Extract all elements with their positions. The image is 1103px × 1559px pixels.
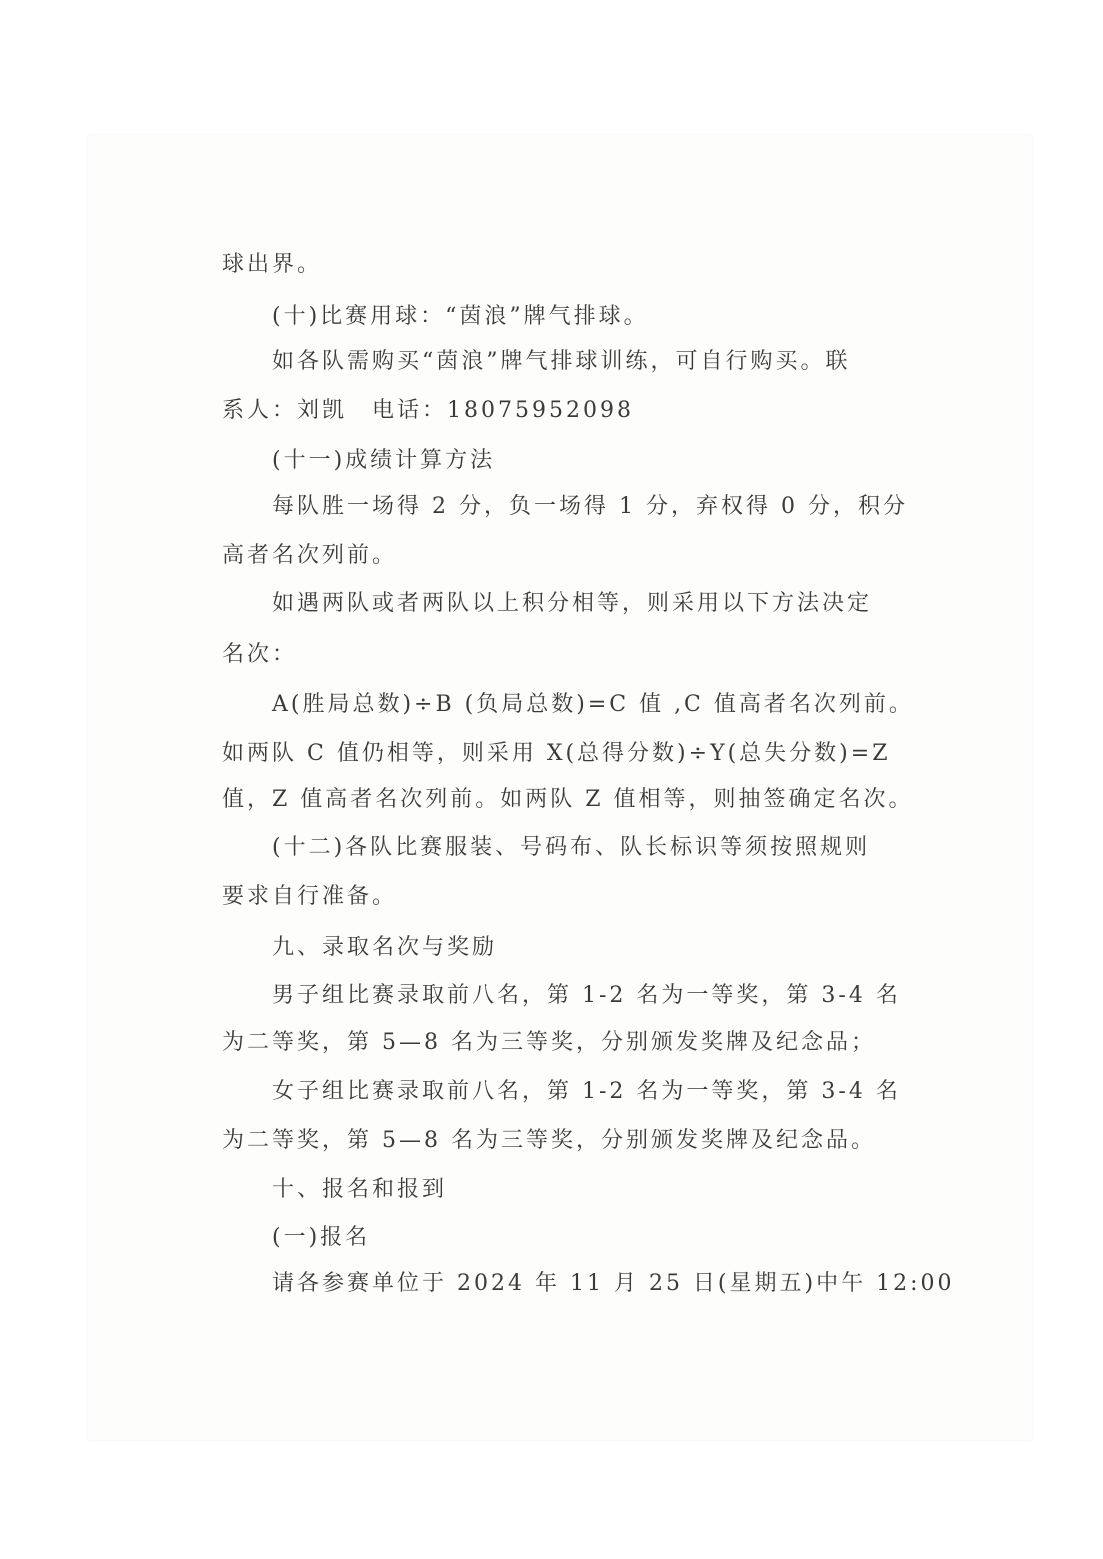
text-line: 十、报名和报到 — [272, 1177, 448, 1202]
text-line: 球出界。 — [222, 252, 323, 277]
text-line: 名次： — [222, 642, 298, 667]
text-line: 请各参赛单位于 2024 年 11 月 25 日(星期五)中午 12:00 — [272, 1271, 955, 1296]
text-line: 每队胜一场得 2 分，负一场得 1 分，弃权得 0 分，积分 — [272, 494, 908, 519]
text-line: 如各队需购买“茵浪”牌气排球训练，可自行购买。联 — [272, 349, 851, 374]
text-line: (十二)各队比赛服装、号码布、队长标识等须按照规则 — [272, 835, 871, 860]
text-line: 为二等奖，第 5—8 名为三等奖，分别颁发奖牌及纪念品； — [222, 1030, 876, 1055]
text-line: 男子组比赛录取前八名，第 1-2 名为一等奖，第 3-4 名 — [272, 983, 901, 1008]
text-line: 九、录取名次与奖励 — [272, 935, 498, 960]
text-line: 高者名次列前。 — [222, 543, 398, 568]
text-line: (十一)成绩计算方法 — [272, 448, 496, 473]
text-line: 值，Z 值高者名次列前。如两队 Z 值相等，则抽签确定名次。 — [222, 787, 914, 812]
text-line: 要求自行准备。 — [222, 884, 398, 909]
text-line: 为二等奖，第 5—8 名为三等奖，分别颁发奖牌及纪念品。 — [222, 1128, 876, 1153]
text-line: 如遇两队或者两队以上积分相等，则采用以下方法决定 — [272, 591, 873, 616]
text-line: 女子组比赛录取前八名，第 1-2 名为一等奖，第 3-4 名 — [272, 1079, 901, 1104]
text-line: 系人：刘凯 电话：18075952098 — [222, 398, 634, 423]
text-line: (一)报名 — [272, 1225, 371, 1250]
text-line: (十)比赛用球：“茵浪”牌气排球。 — [272, 304, 649, 329]
text-line: 如两队 C 值仍相等，则采用 X(总得分数)÷Y(总失分数)=Z — [222, 741, 891, 766]
text-line: A(胜局总数)÷B (负局总数)=C 值 ,C 值高者名次列前。 — [272, 692, 914, 717]
